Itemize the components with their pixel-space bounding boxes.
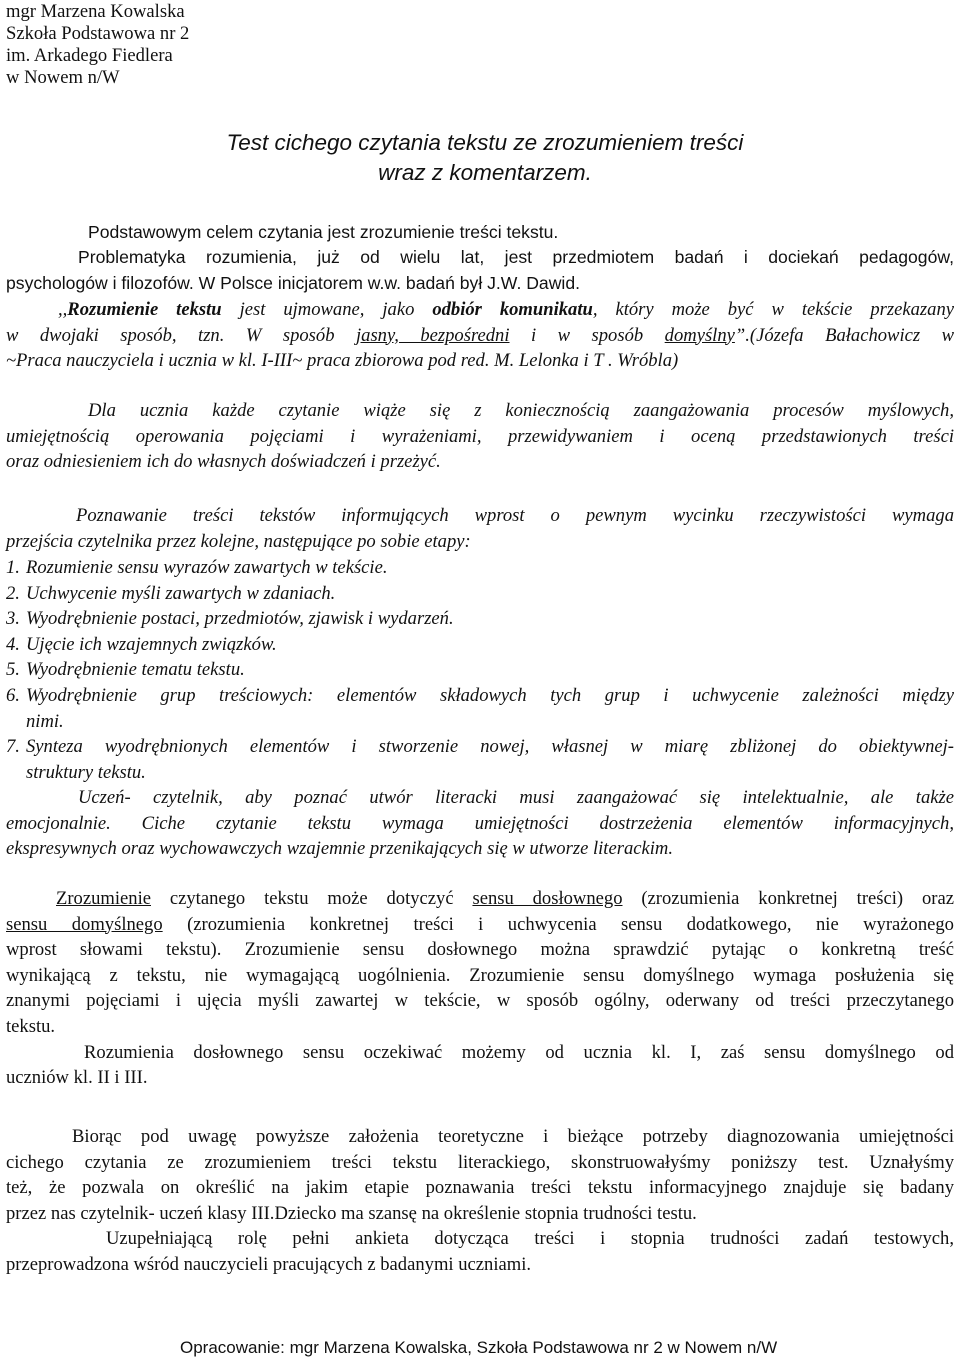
effort-line: Dla ucznia każde czytanie wiąże się z koniecznością zaangażowania procesów myślowych,	[88, 400, 954, 421]
citation-source: ~Praca nauczyciela i ucznia w kl. I-III~ praca zbiorowa pod red. M. Lelonka i T . Wróbla)	[6, 350, 679, 372]
quote-fragment: , który może być w tekście przekazany	[592, 299, 955, 320]
document-title	[0, 128, 960, 188]
student-line: ekspresywnych oraz wychowawczych wzajemnie przenikających się w utworze literackim.	[6, 838, 673, 860]
list-number: 2.	[6, 582, 20, 604]
list-item	[6, 657, 954, 683]
term-text-understanding: Rozumienie tekstu	[67, 299, 222, 320]
understanding-fragment: (zrozumienia konkretnej treści) oraz	[622, 888, 954, 909]
school-name: Szkoła Podstawowa nr 2	[6, 23, 190, 44]
list-number: 1.	[6, 557, 20, 578]
intro-line: Podstawowym celem czytania jest zrozumienie treści tekstu.	[88, 222, 559, 242]
author-name: mgr Marzena Kowalska	[6, 1, 185, 22]
page-footer: Opracowanie: mgr Marzena Kowalska, Szkoła Podstawowa nr 2 w Nowem n/W	[180, 1338, 778, 1357]
school-patron: im. Arkadego Fiedlera	[6, 45, 173, 66]
test-line: Uzupełniającą rolę pełni ankieta dotycząca treści i stopnia trudności zadań testowych,	[106, 1228, 954, 1250]
effort-paragraph	[6, 398, 954, 475]
quote-fragment: w dwojaki sposób, tzn. W sposób	[6, 324, 356, 346]
understanding-line: wynikającą z tekstu, nie wymagającą uogólnienia. Zrozumienie sensu domyślnego wymaga posłużenia się	[6, 964, 954, 986]
test-line: cichego czytania ze zrozumieniem treści tekstu literackiego, skonstruowałyśmy poniższy test. Uznałyśmy	[6, 1151, 954, 1173]
list-text: Wyodrębnienie tematu tekstu.	[26, 659, 245, 681]
list-text: Rozumienie sensu wyrazów zawartych w tekście.	[26, 557, 388, 578]
test-line: przez nas czytelnik- uczeń klasy III.Dziecko ma szansę na określenie stopnia trudności testu.	[6, 1202, 697, 1224]
list-number: 3.	[6, 608, 20, 630]
understanding-line: tekstu.	[6, 1015, 56, 1037]
understanding-fragment: czytanego tekstu może dotyczyć	[151, 888, 473, 909]
list-number: 5.	[6, 659, 20, 681]
test-line: Biorąc pod uwagę powyższe założenia teoretyczne i bieżące potrzeby diagnozowania umiejętności	[72, 1126, 954, 1147]
list-number: 7.	[6, 736, 20, 758]
understanding-line: uczniów kl. II i III.	[6, 1067, 148, 1089]
intro-paragraph	[6, 220, 954, 296]
list-text: Wyodrębnienie postaci, przedmiotów, zjawisk i wydarzeń.	[26, 608, 454, 630]
understanding-fragment: (zrozumienia konkretnej treści i uchwycenia sensu dodatkowego, nie wyrażonego	[162, 913, 954, 935]
citation-start: (Józefa Bałachowicz w	[749, 324, 954, 346]
understanding-line	[6, 912, 954, 938]
quote-fragment: ”.	[734, 324, 750, 346]
stages-intro-line: Poznawanie treści tekstów informujących wprost o pewnym wycinku rzeczywistości wymaga	[76, 505, 954, 526]
list-text: Wyodrębnienie grup treściowych: elementów składowych tych grup i uchwycenie zależności między	[26, 684, 954, 706]
author-block	[6, 1, 189, 89]
list-item	[6, 734, 954, 785]
list-item	[6, 555, 954, 581]
understanding-line: znanymi pojęciami i ujęcia myśli zawartej w tekście, w sposób ogólny, oderwany od treści przeczytanego	[6, 990, 954, 1012]
term-message-reception: odbiór komunikatu	[432, 299, 593, 320]
test-line: przeprowadzona wśród nauczycieli pracujących z badanymi uczniami.	[6, 1253, 532, 1275]
student-line: Uczeń- czytelnik, aby poznać utwór literacki musi zaangażować się intelektualnie, ale także	[78, 787, 954, 808]
stages-list	[6, 555, 954, 785]
list-number: 4.	[6, 633, 20, 655]
quote-line	[6, 297, 954, 323]
student-line: emocjonalnie. Ciche czytanie tekstu wymaga umiejętności dostrzeżenia elementów informacyjnych,	[6, 812, 954, 834]
understanding-line: wprost słowami tekstu). Zrozumienie sensu dosłownego można sprawdzić pytając o konkretną treść	[6, 939, 954, 961]
student-paragraph	[6, 785, 954, 862]
quote-open-mark: ,,	[58, 299, 68, 320]
quote-fragment: jest ujmowane, jako	[221, 299, 433, 320]
term-clear-direct: jasny, bezpośredni	[355, 324, 510, 346]
term-implicit: domyślny	[664, 324, 735, 346]
understanding-line	[6, 886, 954, 912]
term-literal-sense: sensu dosłownego	[472, 888, 623, 909]
understanding-paragraph	[6, 886, 954, 1091]
school-town: w Nowem n/W	[6, 67, 120, 88]
quote-fragment: i w sposób	[509, 324, 665, 346]
quote-paragraph	[6, 297, 954, 374]
list-text: Ujęcie ich wzajemnych związków.	[26, 633, 277, 655]
test-paragraph	[6, 1124, 954, 1278]
stages-intro-line: przejścia czytelnika przez kolejne, następujące po sobie etapy:	[6, 530, 471, 552]
intro-line: psychologów i filozofów. W Polsce inicjatorem w.w. badań był J.W. Dawid.	[6, 272, 580, 293]
list-item	[6, 581, 954, 607]
effort-line: oraz odniesieniem ich do własnych doświadczeń i przeżyć.	[6, 451, 441, 473]
term-understanding: Zrozumienie	[56, 888, 151, 909]
term-implicit-sense: sensu domyślnego	[6, 913, 163, 935]
list-text-continued: struktury tekstu.	[26, 761, 146, 783]
list-text: Uchwycenie myśli zawartych w zdaniach.	[26, 582, 336, 604]
list-item	[6, 683, 954, 734]
understanding-line: Rozumienia dosłownego sensu oczekiwać możemy od ucznia kl. I, zaś sensu domyślnego od	[84, 1041, 954, 1063]
test-line: też, że pozwala on określić na jakim etapie poznawania treści tekstu informacyjnego znajduje się badany	[6, 1177, 954, 1199]
list-text-continued: nimi.	[26, 710, 64, 732]
list-number: 6.	[6, 684, 20, 706]
quote-line	[6, 323, 954, 349]
list-item	[6, 606, 954, 632]
list-item	[6, 632, 954, 658]
intro-line: Problematyka rozumienia, już od wielu lat, jest przedmiotem badań i dociekań pedagogów,	[78, 247, 954, 268]
stages-intro-paragraph	[6, 503, 954, 554]
title-sub: wraz z komentarzem.	[378, 160, 592, 185]
list-text: Synteza wyodrębnionych elementów i stworzenie nowej, własnej w miarę zbliżonej do obiektywnej-	[26, 736, 954, 758]
effort-line: umiejętnością operowania pojęciami i wyrażeniami, przewidywaniem i oceną przedstawionych treści	[6, 425, 954, 447]
title-main: Test cichego czytania tekstu ze zrozumieniem treści	[226, 130, 744, 155]
